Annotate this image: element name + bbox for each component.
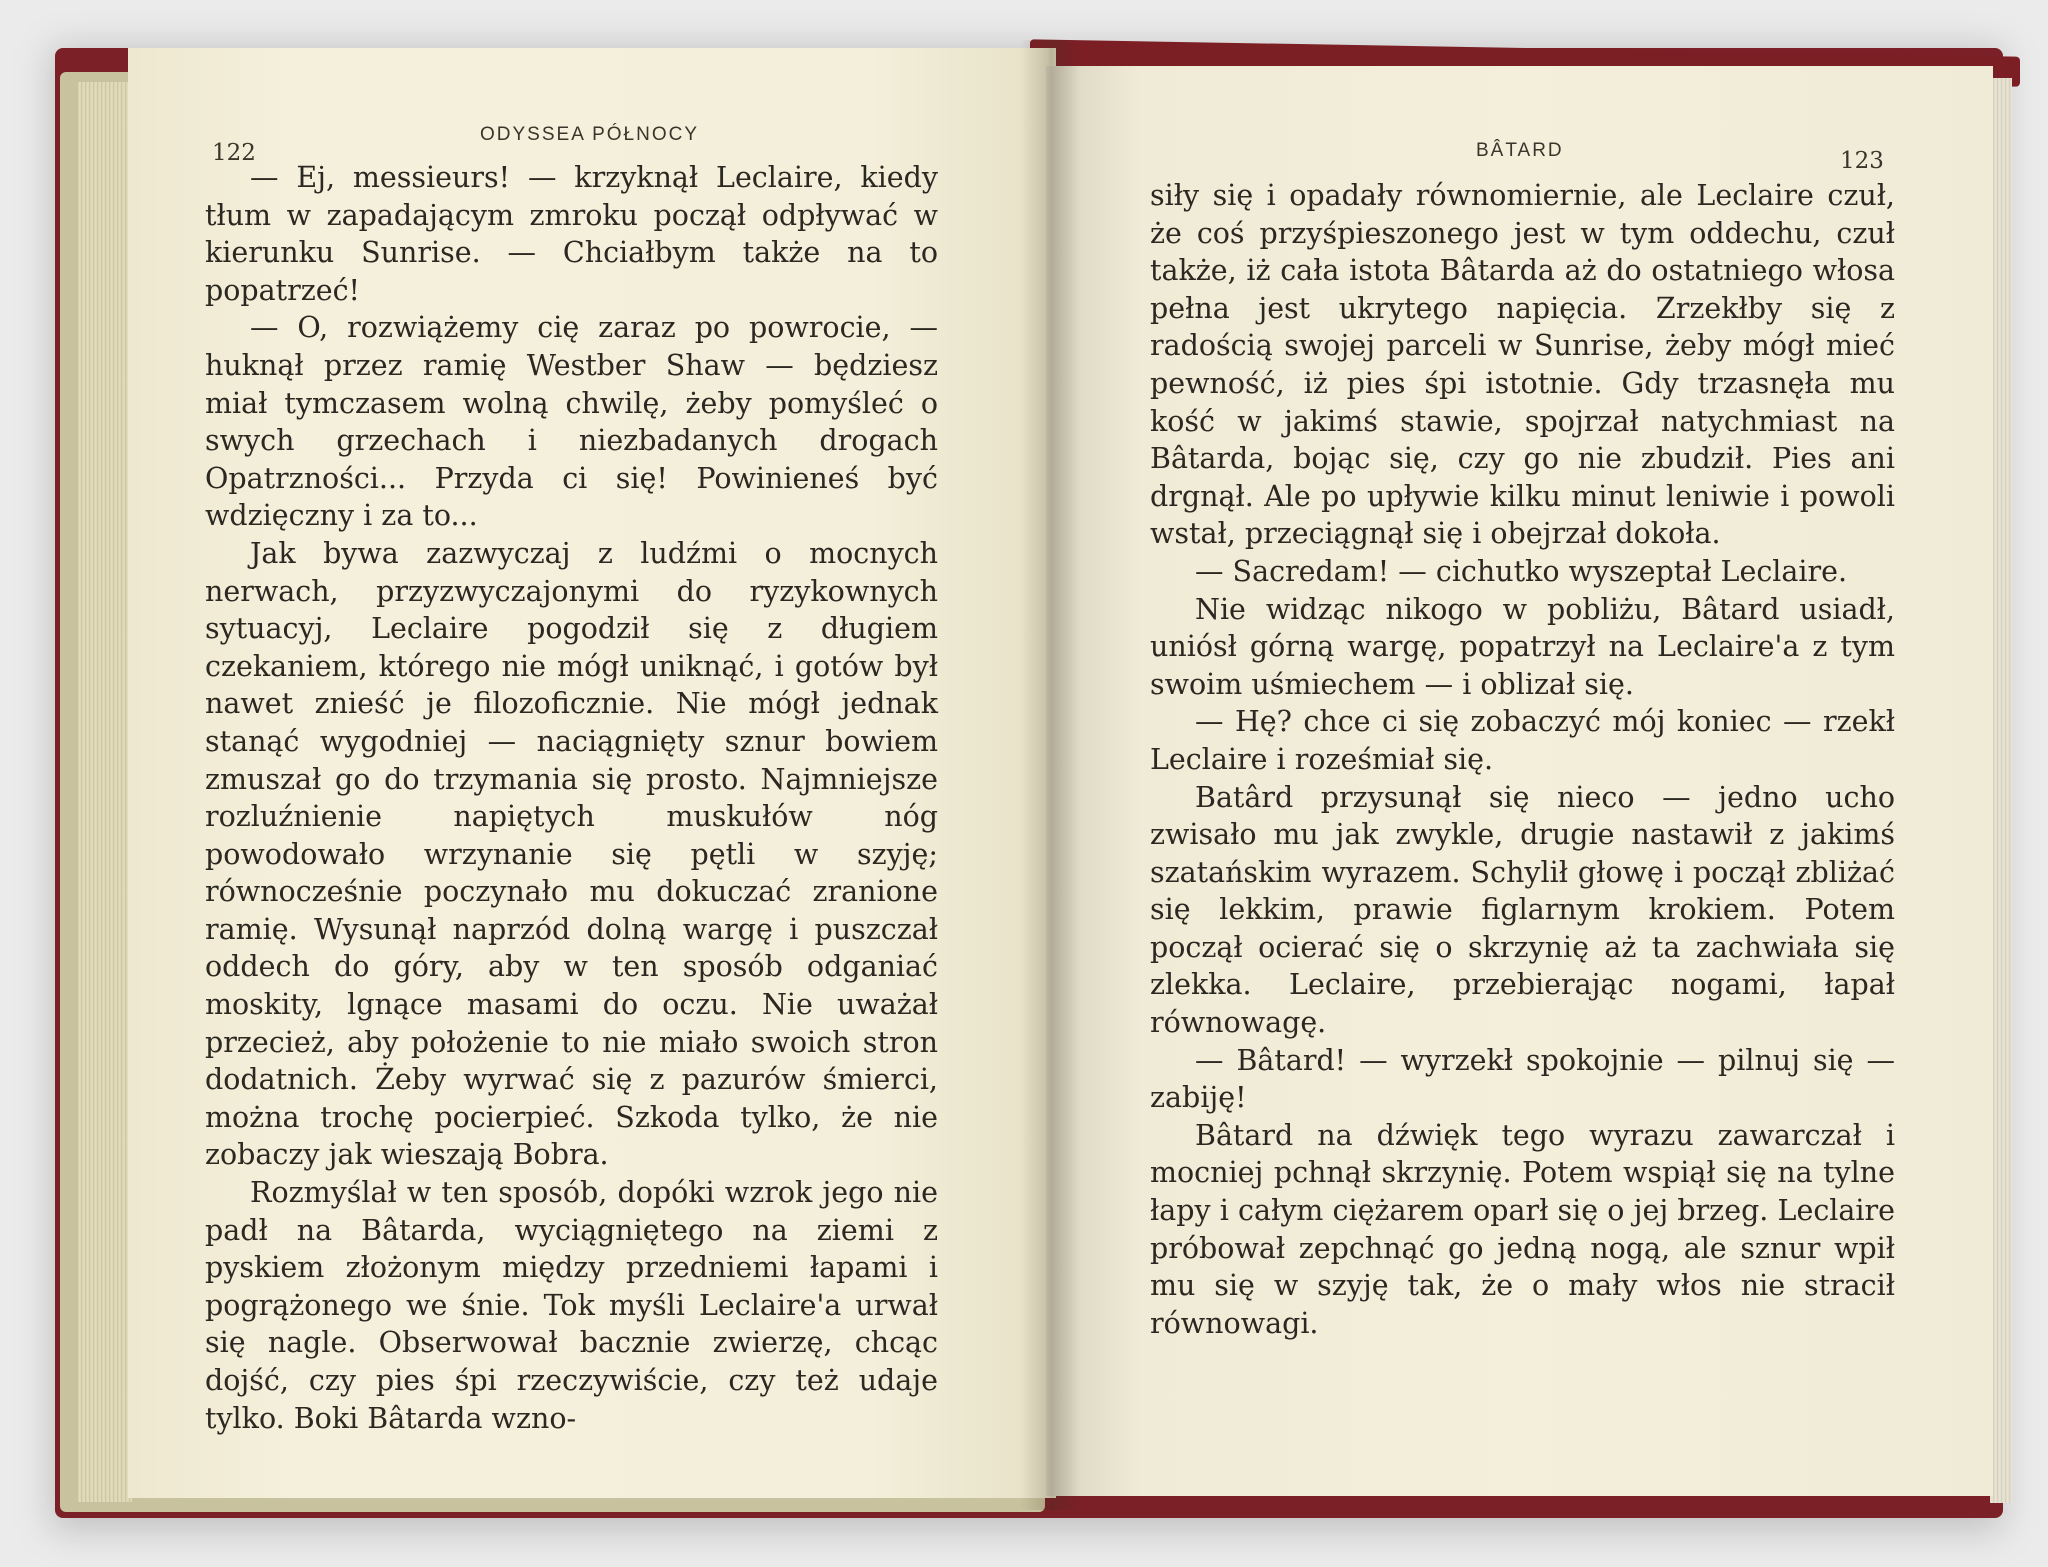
paragraph: Bâtard na dźwięk tego wyrazu zawarczał i mocniej pchnął skrzynię. Potem wspiął się na tylne łapy i całym ciężarem oparł się o jej brzeg. Leclaire próbował zepchnąć go jedną nogą, ale sznur wpił mu się w szyję tak, że o mały włos nie stracił równowagi. xyxy=(1150,1118,1895,1340)
paragraph: — Bâtard! — wyrzekł spokojnie — pilnuj się — zabiję! xyxy=(1150,1043,1895,1115)
paragraph: — Hę? chce ci się zobaczyć mój koniec — rzekł Leclaire i roześmiał się. xyxy=(1150,705,1895,776)
page-edges-right xyxy=(1990,78,2012,1503)
paragraph: Nie widząc nikogo w pobliżu, Bâtard usiadł, uniósł górną wargę, popatrzył na Leclaire'a z tym swoim uśmiechem — i oblizał się. xyxy=(1150,592,1895,701)
right-page-text xyxy=(1150,177,1895,1342)
paragraph: Rozmyślał w ten sposób, dopóki wzrok jego nie padł na Bâtarda, wyciągniętego na ziemi z pyskiem złożonym między przedniemi łapami i pogrążonego we śnie. Tok myśli Leclaire'a urwał się nagle. Obserwował bacznie zwierzę, chcąc dojść, czy pies śpi rzeczywiście, czy też udaje tylko. Boki Bâtarda wzno- xyxy=(205,1176,938,1435)
paragraph: — Ej, messieurs! — krzyknął Leclaire, kiedy tłum w zapadającym zmroku począł odpływać w kierunku Sunrise. — Chciałbym także na to popatrzeć! xyxy=(205,161,938,307)
paragraph: — Sacredam! — cichutko wyszeptał Leclaire. xyxy=(1195,554,1848,588)
paragraph: — O, rozwiążemy cię zaraz po powrocie, — huknął przez ramię Westber Shaw — będziesz miał tymczasem wolną chwilę, żeby pomyśleć o swych grzechach i niezbadanych drogach Opatrzności... Przyda ci się! Powinieneś być wdzięczny i za to... xyxy=(205,311,938,533)
page-edges-left xyxy=(78,82,132,1502)
left-page-number: 122 xyxy=(212,140,256,166)
paragraph: Jak bywa zazwyczaj z ludźmi o mocnych nerwach, przyzwyczajonymi do ryzykownych sytuacyj, Leclaire pogodził się z długiem czekaniem, którego nie mógł uniknąć, i gotów był nawet znieść je filozoficznie. Nie mógł jednak stanąć wygodniej — naciągnięty sznur bowiem zmuszał go do trzymania się prosto. Najmniejsze rozluźnienie napiętych muskułów nóg powodowało wrzynanie się pętli w szyję; równocześnie poczynało mu dokuczać zranione ramię. Wysunął naprzód dolną wargę i puszczał oddech do góry, aby w ten sposób odganiać moskity, lgnące masami do oczu. Nie uważał przecież, aby położenie to nie miało swoich stron dodatnich. Żeby wyrwać się z pazurów śmierci, można trochę pocierpieć. Szkoda tylko, że nie zobaczy jak wieszają Bobra. xyxy=(205,536,938,1172)
left-running-head: ODYSSEA PÓŁNOCY xyxy=(480,124,700,145)
paragraph: Batârd przysunął się nieco — jedno ucho zwisało mu jak zwykle, drugie nastawił z jakimś szatańskim wyrazem. Schylił głowę i począł zbliżać się lekkim, prawie figlarnym krokiem. Potem począł ocierać się o skrzynię aż ta zachwiała się zlekka. Leclaire, przebierając nogami, łapał równowagę. xyxy=(1150,780,1895,1040)
right-running-head: BÂTARD xyxy=(1476,140,1564,161)
paragraph: siły się i opadały równomiernie, ale Leclaire czuł, że coś przyśpieszonego jest w tym oddechu, czuł także, iż cała istota Bâtarda aż do ostatniego włosa pełna jest ukrytego napięcia. Zrzekłby się z radością swojej parceli w Sunrise, żeby mógł mieć pewność, iż pies śpi istotnie. Gdy trzasnęła mu kość w jakimś stawie, spojrzał natychmiast na Bâtarda, bojąc się, czy go nie zbudził. Pies ani drgnął. Ale po upływie kilku minut leniwie i powoli wstał, przeciągnął się i obejrzał dokoła. xyxy=(1150,179,1895,551)
book-gutter xyxy=(1020,40,1080,1510)
left-page-text xyxy=(205,159,938,1437)
right-page-number: 123 xyxy=(1840,148,1884,174)
